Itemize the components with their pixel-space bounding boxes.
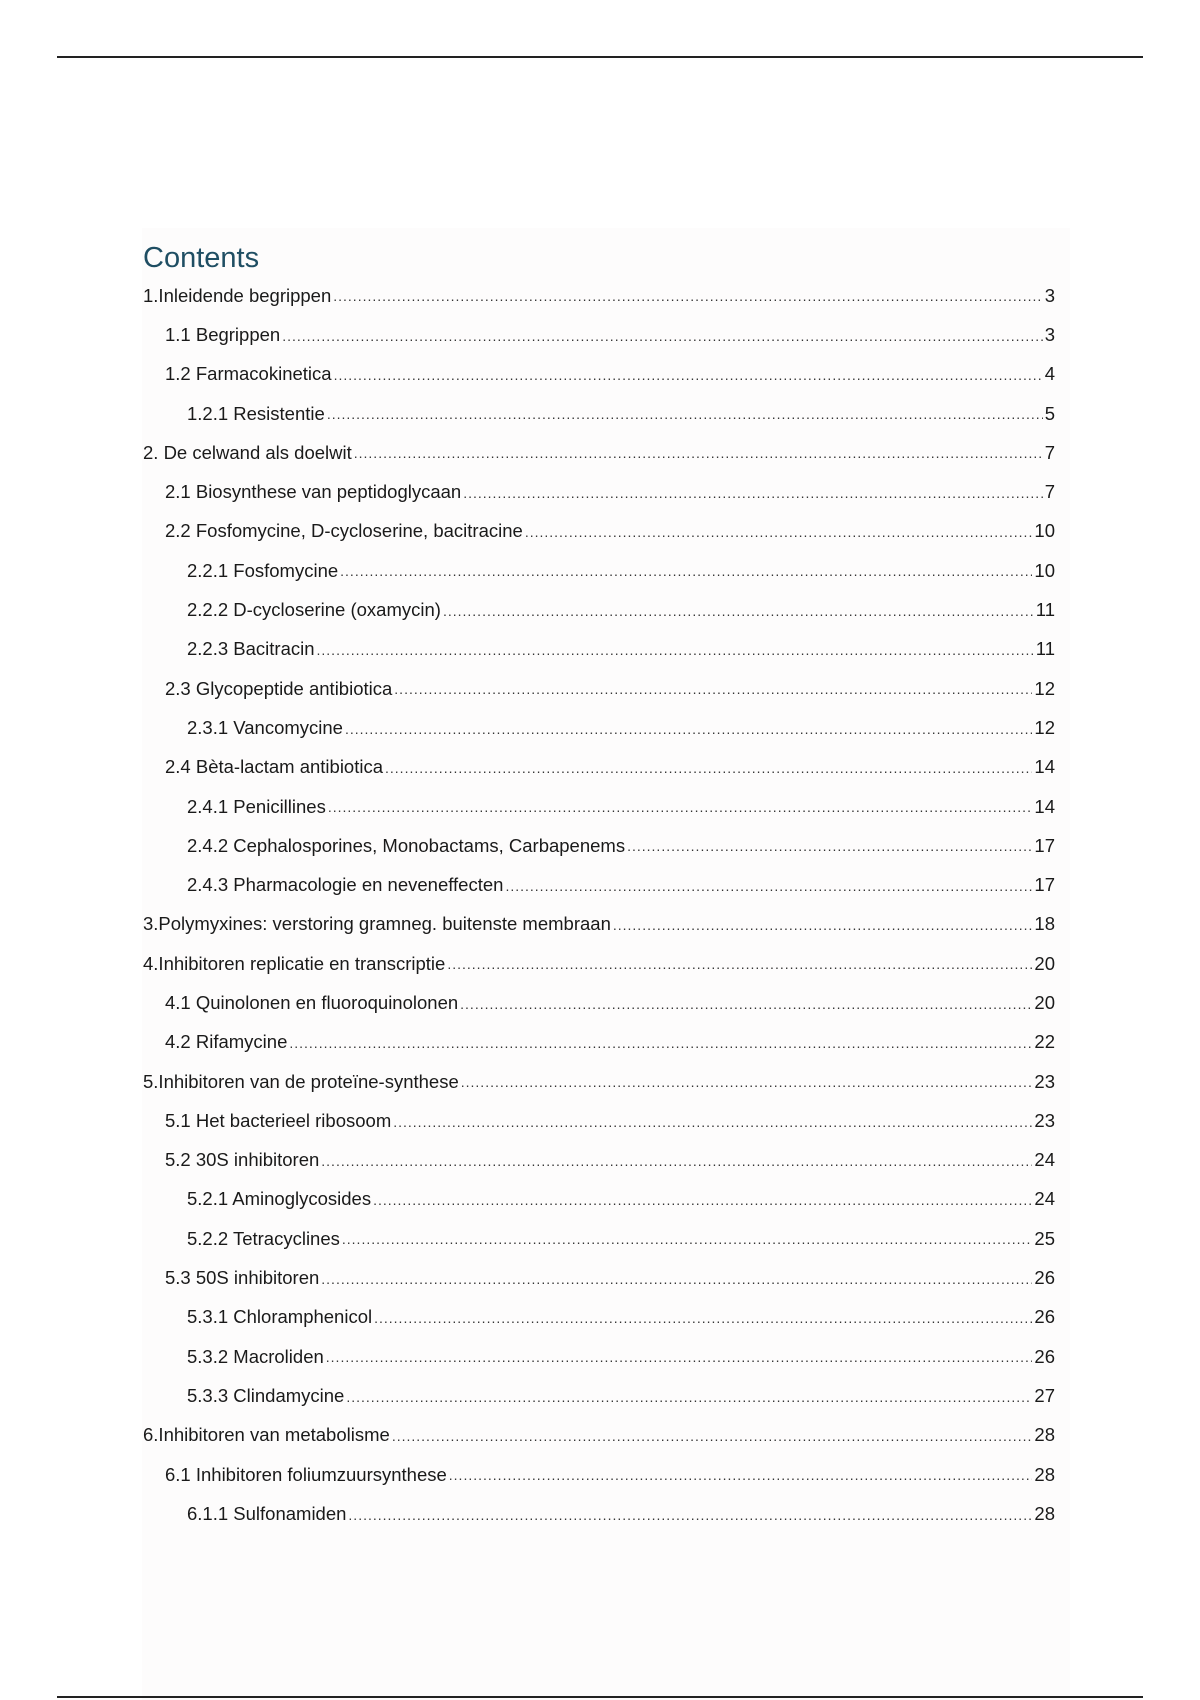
dot-leader [385,760,1032,787]
dot-leader [326,1349,1033,1376]
toc-entry[interactable] [143,630,1055,669]
toc-entry[interactable] [143,1180,1055,1219]
toc-entry-page-number: 3 [1044,323,1055,345]
toc-entry-title: 5.3.1 Chloramphenicol [187,1306,373,1328]
toc-entry-title: 2.4 Bèta-lactam antibiotica [165,756,384,778]
toc-entry[interactable] [143,276,1055,315]
toc-entry-title: 3.Polymyxines: verstoring gramneg. buitenste membraan [143,913,611,935]
toc-entry[interactable] [143,708,1055,747]
toc-entry-title: 6.1 Inhibitoren foliumzuursynthese [165,1463,447,1485]
toc-entry-title: 1.2.1 Resistentie [187,402,325,424]
toc-entry-page-number: 23 [1034,1070,1055,1092]
toc-entry-page-number: 26 [1034,1306,1055,1328]
toc-entry[interactable] [143,1455,1055,1494]
toc-entry-page-number: 28 [1034,1424,1055,1446]
toc-entry-title: 2.2 Fosfomycine, D-cycloserine, bacitracine [165,520,523,542]
toc-entry[interactable] [143,394,1055,433]
header-rule [57,56,1143,58]
toc-entry[interactable] [143,551,1055,590]
toc-entry-title: 4.2 Rifamycine [165,1031,288,1053]
dot-leader [613,917,1033,944]
toc-entry-title: 4.1 Quinolonen en fluoroquinolonen [165,991,459,1013]
dot-leader [447,956,1032,983]
toc-entry-page-number: 26 [1034,1267,1055,1289]
toc-entry[interactable] [143,1101,1055,1140]
toc-entry-page-number: 7 [1044,481,1055,503]
dot-leader [463,485,1042,512]
toc-entry-title: 6.1.1 Sulfonamiden [187,1502,347,1524]
toc-entry[interactable] [143,1258,1055,1297]
toc-entry[interactable] [143,826,1055,865]
toc-entry-title: 5.3.3 Clindamycine [187,1384,345,1406]
toc-entry-title: 5.1 Het bacterieel ribosoom [165,1109,392,1131]
toc-entry-page-number: 12 [1034,677,1055,699]
toc-entry-title: 1.1 Begrippen [165,323,281,345]
toc-entry-title: 2.4.3 Pharmacologie en neveneffecten [187,874,504,896]
dot-leader [342,1231,1033,1258]
toc-entry-page-number: 20 [1034,991,1055,1013]
toc-entry-title: 2.2.2 D-cycloserine (oxamycin) [187,599,441,621]
toc-entry-page-number: 14 [1034,795,1055,817]
toc-entry-page-number: 24 [1034,1149,1055,1171]
toc-entry[interactable] [143,944,1055,983]
dot-leader [333,288,1042,315]
toc-entry-title: 2.2.1 Fosfomycine [187,559,339,581]
toc-entry-page-number: 14 [1034,756,1055,778]
toc-entry-page-number: 23 [1034,1109,1055,1131]
dot-leader [393,1114,1032,1141]
dot-leader [627,838,1032,865]
toc-entry-page-number: 17 [1034,834,1055,856]
toc-entry[interactable] [143,905,1055,944]
dot-leader [327,406,1043,433]
dot-leader [340,563,1032,590]
toc-entry-page-number: 5 [1044,402,1055,424]
toc-list [143,276,1055,1534]
dot-leader [505,878,1032,905]
dot-leader [460,996,1032,1023]
toc-entry[interactable] [143,355,1055,394]
toc-entry-page-number: 4 [1044,363,1055,385]
toc-entry-page-number: 11 [1035,599,1055,621]
footer-rule [57,1696,1143,1698]
toc-entry-page-number: 10 [1034,559,1055,581]
dot-leader [282,328,1043,355]
toc-entry-title: 6.Inhibitoren van metabolisme [143,1424,390,1446]
toc-entry-title: 2.1 Biosynthese van peptidoglycaan [165,481,462,503]
dot-leader [289,1035,1032,1062]
toc-entry[interactable] [143,787,1055,826]
toc-entry[interactable] [143,1062,1055,1101]
toc-entry-title: 2.4.2 Cephalosporines, Monobactams, Carbapenems [187,834,626,856]
toc-entry-title: 2.4.1 Penicillines [187,795,326,817]
toc-entry-title: 2. De celwand als doelwit [143,441,352,463]
toc-entry[interactable] [143,315,1055,354]
dot-leader [443,603,1034,630]
dot-leader [334,367,1043,394]
toc-entry-page-number: 25 [1034,1227,1055,1249]
toc-entry-title: 2.2.3 Bacitracin [187,638,315,660]
toc-entry-title: 2.3.1 Vancomycine [187,716,343,738]
toc-entry-title: 5.Inhibitoren van de proteïne-synthese [143,1070,459,1092]
dot-leader [374,1310,1032,1337]
dot-leader [317,642,1034,669]
dot-leader [345,721,1032,748]
toc-entry-page-number: 28 [1034,1502,1055,1524]
toc-entry[interactable] [143,1337,1055,1376]
toc-entry[interactable] [143,983,1055,1022]
toc-entry-page-number: 24 [1034,1188,1055,1210]
toc-entry-page-number: 12 [1034,716,1055,738]
toc-entry[interactable] [143,512,1055,551]
dot-leader [354,445,1043,472]
dot-leader [348,1507,1032,1534]
dot-leader [321,1271,1032,1298]
toc-entry-page-number: 27 [1034,1384,1055,1406]
toc-entry[interactable] [143,865,1055,904]
toc-entry[interactable] [143,669,1055,708]
toc-entry[interactable] [143,1298,1055,1337]
toc-entry-page-number: 18 [1034,913,1055,935]
toc-entry-page-number: 17 [1034,874,1055,896]
toc-entry[interactable] [143,590,1055,629]
toc-entry-title: 1.Inleidende begrippen [143,284,332,306]
toc-entry-page-number: 3 [1044,284,1055,306]
toc-entry[interactable] [143,748,1055,787]
toc-entry-page-number: 11 [1035,638,1055,660]
dot-leader [392,1428,1033,1455]
toc-entry[interactable] [143,1141,1055,1180]
toc-heading: Contents [143,242,260,274]
toc-entry[interactable] [143,1219,1055,1258]
toc-entry-page-number: 7 [1044,441,1055,463]
toc-entry-title: 5.2 30S inhibitoren [165,1149,320,1171]
toc-entry-title: 5.3.2 Macroliden [187,1345,324,1367]
toc-entry-page-number: 26 [1034,1345,1055,1367]
toc-entry-page-number: 22 [1034,1031,1055,1053]
toc-entry[interactable] [143,1494,1055,1533]
dot-leader [328,799,1033,826]
dot-leader [394,681,1032,708]
toc-entry-title: 5.3 50S inhibitoren [165,1267,320,1289]
toc-entry-title: 5.2.1 Aminoglycosides [187,1188,372,1210]
toc-entry[interactable] [143,1416,1055,1455]
toc-entry-title: 1.2 Farmacokinetica [165,363,332,385]
dot-leader [346,1389,1032,1416]
toc-entry-title: 5.2.2 Tetracyclines [187,1227,340,1249]
toc-entry[interactable] [143,433,1055,472]
toc-entry-page-number: 20 [1034,952,1055,974]
toc-entry-title: 4.Inhibitoren replicatie en transcriptie [143,952,446,974]
dot-leader [321,1153,1032,1180]
toc-entry[interactable] [143,1023,1055,1062]
dot-leader [373,1192,1032,1219]
dot-leader [525,524,1033,551]
toc-entry[interactable] [143,472,1055,511]
dot-leader [449,1467,1033,1494]
toc-entry[interactable] [143,1376,1055,1415]
dot-leader [461,1074,1033,1101]
toc-entry-page-number: 10 [1034,520,1055,542]
toc-entry-title: 2.3 Glycopeptide antibiotica [165,677,393,699]
toc-entry-page-number: 28 [1034,1463,1055,1485]
